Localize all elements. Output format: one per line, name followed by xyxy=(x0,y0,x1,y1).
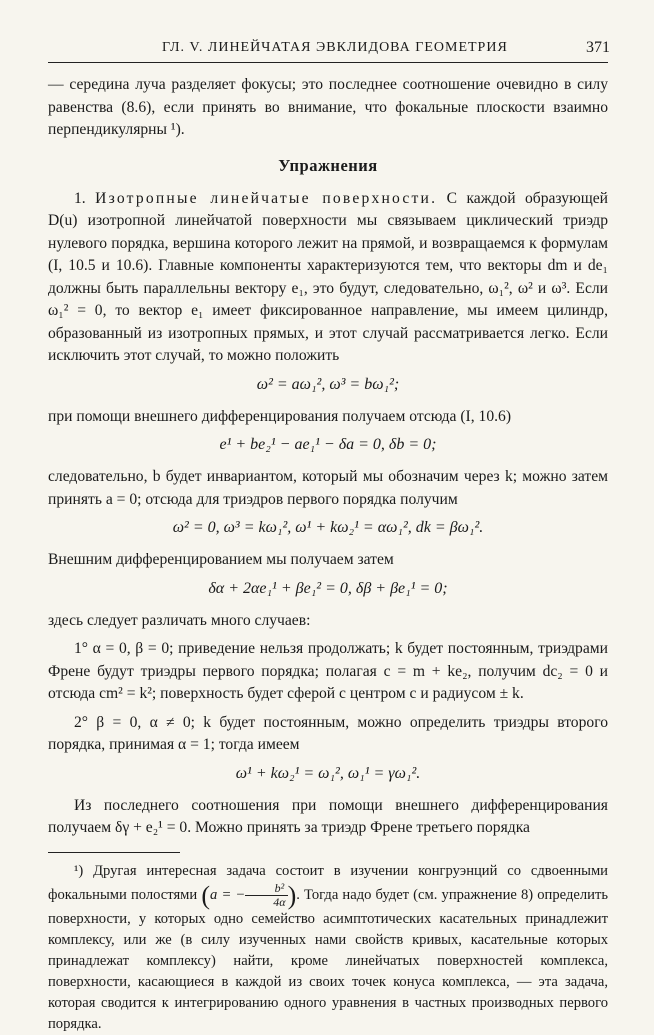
chapter-title: ГЛ. V. ЛИНЕЙЧАТАЯ ЭВКЛИДОВА ГЕОМЕТРИЯ xyxy=(162,40,508,55)
exercise-text-e: здесь следует различать много случаев: xyxy=(48,611,311,629)
footnote-paragraph: ¹) Другая интересная задача состоит в изучении конгруэнций со сдвоенными фокальными полостями (a = − $\frac{\text{b²}}{4\alpha}$ ). Тогда надо будет (см. упражнение 8) определить поверхности, у которых одно семейство асимптотических касательных принадлежит комплексу, или же (в силу изученных нами свойств кривых, касательные которых принадлежат комплексу) найти, кроме линейчатых поверхностей комплекса, поверхности, касающиеся в каждой из своих точек конуса комплекса, — эта задача, которая сводится к интегрированию одного уравнения в частных производных первого порядка. xyxy=(48,862,608,1032)
running-head xyxy=(0,38,654,62)
formula-1: ω² = aω₁², ω³ = bω₁²; xyxy=(256,375,400,393)
page-number: 371 xyxy=(586,39,610,56)
formula-4: δα + 2αe₁¹ + βe₁² = 0, δβ + βe₁¹ = 0; xyxy=(208,579,448,597)
formula-3: ω² = 0, ω³ = kω₁², ω¹ + kω₂¹ = αω₁², dk = βω₁². xyxy=(172,519,484,536)
exercise-text-a: С каждой образующей D(u) изотропной линейчатой поверхности мы связываем циклический триэдр нулевого порядка, вершина которого лежит на прямой, и возвращаемся к формулам (I, 10.5 и 10.6). Главные компоненты характеризуются тем, что векторы dm и de₁ должны быть параллельны вектору e₁, это будут, следовательно, ω₁², ω² и ω³. Если ω₁² = 0, то вектор e₁ имеет фиксированное направление, мы имеем цилиндр, образованный из изотропных прямых, и этот случай рассматривается легко. Если исключить этот случай, то можно положить xyxy=(48,189,608,364)
footnote xyxy=(48,861,608,1035)
footnote-text-b: . Тогда надо будет (см. упражнение 8) определить поверхности, у которых одно семейство асимптотических касательных принадлежит комплексу, или же (в силу изученных нами свойств кривых, касательные которых принадлежат комплексу) найти, кроме линейчатых поверхностей комплекса, поверхности, касающиеся в каждой из своих точек конуса комплекса, — эта задача, которая сводится к интегрированию одного уравнения в частных производных первого порядка. xyxy=(48,886,608,1032)
footnote-frac-lhs: a = − xyxy=(210,886,246,903)
exercise-text-c: следовательно, b будет инвариантом, который мы обозначим через k; можно затем принять a = 0; отсюда для триэдров первого порядка получим xyxy=(48,468,608,508)
header-rule xyxy=(48,62,608,63)
exercise-text-d: Внешним дифференцированием мы получаем затем xyxy=(48,551,394,568)
formula-5: ω¹ + kω₂¹ = ω₁², ω₁¹ = γω₁². xyxy=(235,764,421,782)
exercise-title: Изотропные линейчатые поверхности. xyxy=(95,189,438,207)
case-1-paragraph: 1° α = 0, β = 0; приведение нельзя продолжать; k будет постоянным, триэдрами Френе будут триэдры первого порядка; полагая c = m + ke₂, получим dc₂ = 0 и отсюда cm² = k²; поверхность будет сферой с центром c и радиусом ± k. xyxy=(48,640,608,702)
footnote-fraction xyxy=(245,882,287,909)
fraction-numerator: b² xyxy=(245,882,287,896)
footnote-text-a: ¹) Другая интересная задача состоит в изучении конгруэнций со сдвоенными фокальными полостями xyxy=(48,862,608,903)
case-2-paragraph: 2° β = 0, α ≠ 0; k будет постоянным, можно определить триэдры второго порядка, принимая α = 1; тогда имеем xyxy=(48,713,608,753)
footnote-rule xyxy=(48,852,180,853)
exercise-1-paragraph xyxy=(48,188,608,368)
exercise-number: 1. xyxy=(74,189,86,207)
page-body xyxy=(48,74,608,1035)
exercise-text-b: при помощи внешнего дифференцирования получаем отсюда (I, 10.6) xyxy=(48,407,512,425)
intro-paragraph: — середина луча разделяет фокусы; это последнее соотношение очевидно в силу равенства (8.6), если принять во внимание, что фокальные плоскости взаимно перпендикулярны ¹). xyxy=(48,76,608,138)
section-title: Упражнения xyxy=(278,155,378,175)
exercise-text-f: Из последнего соотношения при помощи внешнего дифференцирования получаем δγ + e₂¹ = 0. Можно принять за триэдр Френе третьего порядка xyxy=(48,796,608,836)
formula-2: e¹ + be₂¹ − ae₁¹ − δa = 0, δb = 0; xyxy=(219,436,437,453)
fraction-denominator: 4α xyxy=(273,894,286,909)
